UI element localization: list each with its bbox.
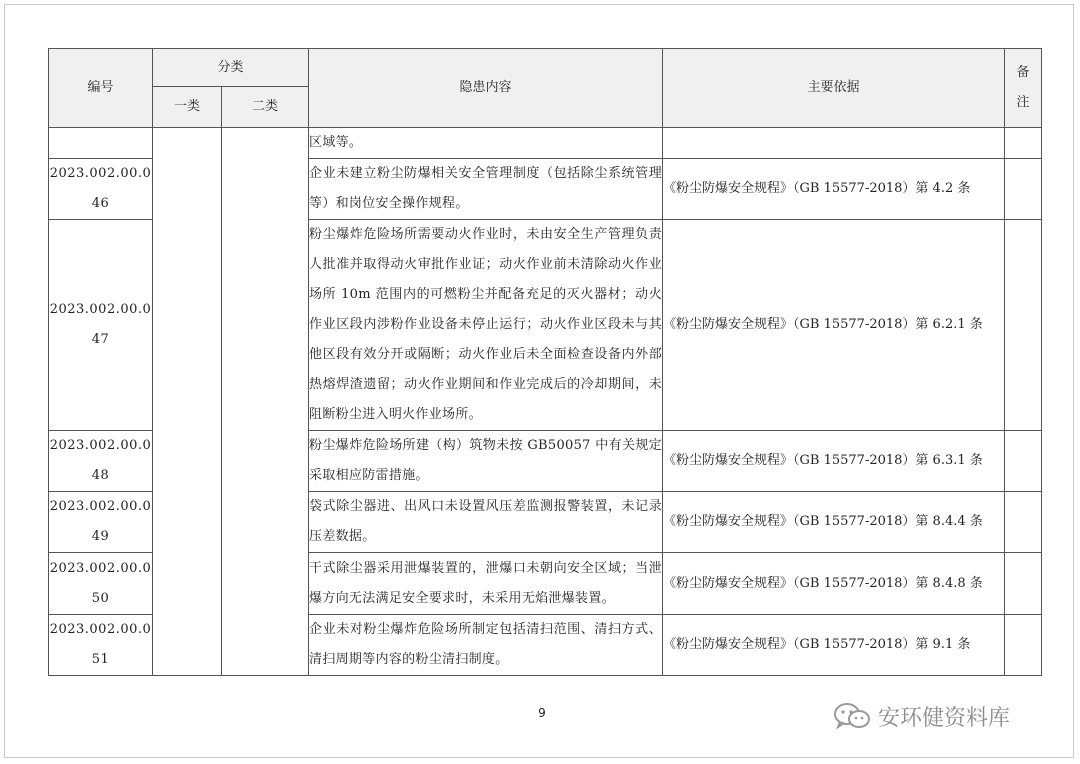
- id-line2: 47: [91, 332, 110, 347]
- table-row: [49, 128, 1042, 159]
- note-cell: [1005, 431, 1042, 492]
- id-line2: 46: [91, 196, 110, 211]
- basis-cell: 《粉尘防爆安全规程》（GB 15577-2018）第 6.3.1 条: [663, 431, 1005, 492]
- content-cell: 粉尘爆炸危险场所建（构）筑物未按 GB50057 中有关规定采取相应防雷措施。: [309, 431, 663, 492]
- id-cell: [49, 492, 153, 553]
- id-line2: 50: [91, 590, 110, 606]
- content-cell: 区域等。: [309, 128, 663, 159]
- header-basis: 主要依据: [663, 49, 1005, 128]
- watermark: [832, 698, 1010, 734]
- content-cell: 企业未建立粉尘防爆相关安全管理制度（包括除尘系统管理等）和岗位安全操作规程。: [309, 159, 663, 220]
- note-cell: [1005, 553, 1042, 615]
- note-cell: [1005, 615, 1042, 676]
- id-line2: 51: [91, 652, 110, 667]
- basis-cell: [663, 128, 1005, 159]
- note-cell: [1005, 492, 1042, 553]
- basis-cell: 《粉尘防爆安全规程》（GB 15577-2018）第 8.4.8 条: [663, 553, 1005, 615]
- id-line1: 2023.002.00.0: [49, 560, 152, 576]
- id-line1: 2023.002.00.0: [49, 166, 152, 181]
- header-cat1: 一类: [153, 87, 222, 128]
- id-cell: [49, 615, 153, 676]
- id-cell: [49, 159, 153, 220]
- basis-cell: 《粉尘防爆安全规程》（GB 15577-2018）第 4.2 条: [663, 159, 1005, 220]
- hazard-table: [48, 48, 1042, 676]
- header-id: 编号: [49, 49, 153, 128]
- header-category: 分类: [153, 49, 309, 87]
- basis-cell: 《粉尘防爆安全规程》（GB 15577-2018）第 9.1 条: [663, 615, 1005, 676]
- id-cell: [49, 431, 153, 492]
- note-cell: [1005, 128, 1042, 159]
- cat1-cell: [153, 128, 222, 676]
- header-note-line1: 备: [1016, 65, 1030, 80]
- content-cell: 干式除尘器采用泄爆装置的，泄爆口未朝向安全区域；当泄爆方向无法满足安全要求时，未采用无焰泄爆装置。: [309, 553, 663, 615]
- basis-cell: 《粉尘防爆安全规程》（GB 15577-2018）第 6.2.1 条: [663, 220, 1005, 431]
- id-line2: 48: [91, 468, 110, 483]
- note-cell: [1005, 220, 1042, 431]
- basis-cell: 《粉尘防爆安全规程》（GB 15577-2018）第 8.4.4 条: [663, 492, 1005, 553]
- content-cell: 企业未对粉尘爆炸危险场所制定包括清扫范围、清扫方式、清扫周期等内容的粉尘清扫制度。: [309, 615, 663, 676]
- header-cat2: 二类: [222, 87, 309, 128]
- id-line1: 2023.002.00.0: [49, 622, 152, 637]
- content-cell: 袋式除尘器进、出风口未设置风压差监测报警装置，未记录压差数据。: [309, 492, 663, 553]
- id-line2: 49: [91, 529, 110, 544]
- id-line1: 2023.002.00.0: [49, 499, 152, 514]
- id-line1: 2023.002.00.0: [49, 438, 152, 453]
- id-cell: [49, 220, 153, 431]
- note-cell: [1005, 159, 1042, 220]
- header-note-line2: 注: [1016, 95, 1030, 110]
- cat2-cell: [222, 128, 309, 676]
- id-line1: 2023.002.00.0: [49, 302, 152, 317]
- id-cell: [49, 128, 153, 159]
- wechat-logo-icon: [832, 701, 872, 731]
- watermark-text: 安环健资料库: [878, 705, 1011, 731]
- id-cell: [49, 553, 153, 615]
- header-content: 隐患内容: [309, 49, 663, 128]
- header-note: [1005, 49, 1042, 128]
- page-number: 9: [538, 706, 546, 720]
- content-cell: 粉尘爆炸危险场所需要动火作业时，未由安全生产管理负责人批准并取得动火审批作业证；动火作业前未清除动火作业场所 10m 范围内的可燃粉尘并配备充足的灭火器材；动火作业区段内涉粉作业设备未停止运行；动火作业区段未与其他区段有效分开或隔断；动火作业后未全面检查设备内外部热熔焊渣遗留；动火作业期间和作业完成后的冷却期间，未阻断粉尘进入明火作业场所。: [309, 220, 663, 431]
